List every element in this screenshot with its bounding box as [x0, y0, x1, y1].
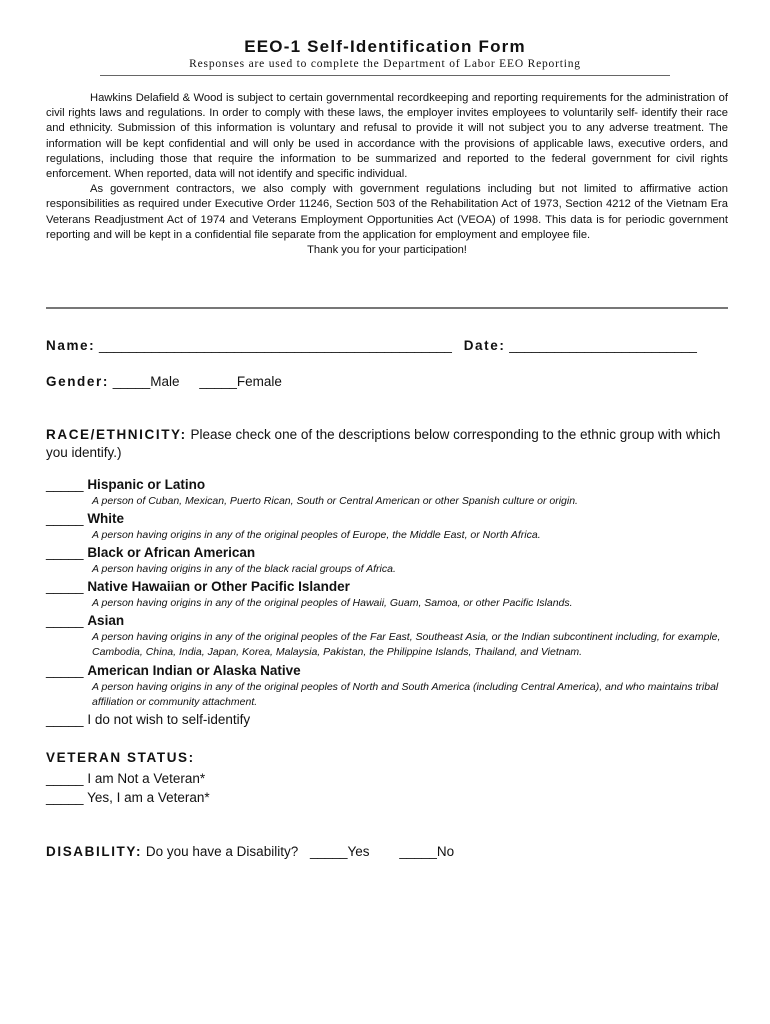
race-option-pacific-islander[interactable]	[46, 579, 350, 594]
intro-paragraph-1: Hawkins Delafield & Wood is subject to certain governmental recordkeeping and reporting requirements for the administration of civil rights laws and regulations. In order to comply with these laws, the employer invites employees to voluntarily self- identify their race and ethnicity. Submission of this information is voluntary and refusal to provide it will not subject you to any adverse treatment. The information will be kept confidential and will only be used in accordance with the provisions of applicable laws, executive orders, and regulations, including those that require the information to be summarized and reported to the federal government for civil rights enforcement. When reported, data will not identify and specific individual.	[46, 92, 728, 181]
race-option-decline[interactable]	[46, 712, 250, 727]
form-subtitle: Responses are used to complete the Department of Labor EEO Reporting	[189, 58, 581, 70]
gender-female-option[interactable]: _____Female	[199, 374, 282, 389]
disability-row	[46, 844, 454, 859]
disability-label: DISABILITY:	[46, 844, 143, 859]
veteran-option-label: Yes, I am a Veteran*	[87, 790, 210, 805]
date-label: Date:	[463, 338, 506, 353]
race-ethnicity-intro	[46, 426, 728, 462]
race-option-label: American Indian or Alaska Native	[87, 663, 301, 678]
race-option-label: I do not wish to self-identify	[87, 712, 251, 727]
veteran-option-label: I am Not a Veteran*	[87, 771, 206, 786]
gender-row	[46, 374, 282, 389]
veteran-option-not-veteran[interactable]	[46, 771, 205, 786]
veteran-status-heading	[46, 750, 195, 765]
race-label: RACE/ETHNICITY:	[46, 427, 187, 442]
race-option-description: A person having origins in any of the original peoples of Europe, the Middle East, or North Africa.	[92, 529, 541, 541]
header-rule	[100, 75, 670, 76]
race-option-description: A person of Cuban, Mexican, Puerto Rican, South or Central American or other Spanish culture or origin.	[92, 495, 578, 507]
race-option-description: A person having origins in any of the original peoples of North and South America (including Central America), and who maintains tribal affiliation or community attachment.	[92, 681, 719, 708]
race-option-white[interactable]	[46, 511, 124, 526]
name-field[interactable]: _______________________________________________	[99, 338, 452, 353]
race-option-description: A person having origins in any of the original peoples of Hawaii, Guam, Samoa, or other Pacific Islands.	[92, 597, 573, 609]
checkbox-blank[interactable]: _____	[46, 579, 84, 594]
intro-text	[46, 91, 728, 258]
race-option-description: A person having origins in any of the original peoples of the Far East, Southeast Asia, or the Indian subcontinent including, for example, Cambodia, China, India, Japan, Korea, Malaysia, Pakistan, the Philippine Islands, Thailand, and Vietnam.	[92, 631, 721, 658]
disability-yes-option[interactable]: _____Yes	[309, 844, 370, 859]
race-option-label: Asian	[87, 613, 125, 628]
date-field[interactable]: _________________________	[509, 338, 697, 353]
race-option-description: A person having origins in any of the black racial groups of Africa.	[92, 563, 396, 575]
checkbox-blank[interactable]: _____	[46, 712, 84, 727]
race-option-hispanic[interactable]	[46, 477, 205, 492]
race-option-label: White	[87, 511, 125, 526]
race-option-label: Black or African American	[87, 545, 256, 560]
race-option-american-indian[interactable]	[46, 663, 301, 678]
section-divider	[46, 307, 728, 309]
disability-question: Do you have a Disability?	[145, 844, 299, 859]
race-option-label: Hispanic or Latino	[87, 477, 206, 492]
veteran-option-is-veteran[interactable]	[46, 790, 210, 805]
checkbox-blank[interactable]: _____	[46, 477, 84, 492]
thank-you-text: Thank you for your participation!	[307, 244, 467, 257]
veteran-label: VETERAN STATUS:	[46, 750, 195, 765]
checkbox-blank[interactable]: _____	[46, 613, 84, 628]
race-option-asian[interactable]	[46, 613, 124, 628]
checkbox-blank[interactable]: _____	[46, 771, 84, 786]
race-instruction: Please check one of the descriptions below corresponding to the ethnic group with which you identify.)	[46, 427, 721, 460]
checkbox-blank[interactable]: _____	[46, 663, 84, 678]
checkbox-blank[interactable]: _____	[46, 790, 84, 805]
form-title: EEO-1 Self-Identification Form	[244, 37, 526, 56]
intro-paragraph-2: As government contractors, we also comply with government regulations including but not limited to affirmative action responsibilities as required under Executive Order 11246, Section 503 of the Rehabilitation Act of 1973, Section 4212 of the Vietnam Era Veterans Readjustment Act of 1974 and Veterans Employment Opportunities Act (VEOA) of 1998. This data is for periodic government reporting and will be kept in a confidential file separate from the application for employment and employee file.	[46, 183, 728, 241]
checkbox-blank[interactable]: _____	[46, 511, 84, 526]
gender-male-option[interactable]: _____Male	[112, 374, 180, 389]
race-option-label: Native Hawaiian or Other Pacific Islander	[87, 579, 350, 594]
name-date-row	[46, 338, 697, 353]
disability-no-option[interactable]: _____No	[399, 844, 455, 859]
name-label: Name:	[46, 338, 96, 353]
checkbox-blank[interactable]: _____	[46, 545, 84, 560]
race-option-black[interactable]	[46, 545, 255, 560]
gender-label: Gender:	[46, 374, 109, 389]
